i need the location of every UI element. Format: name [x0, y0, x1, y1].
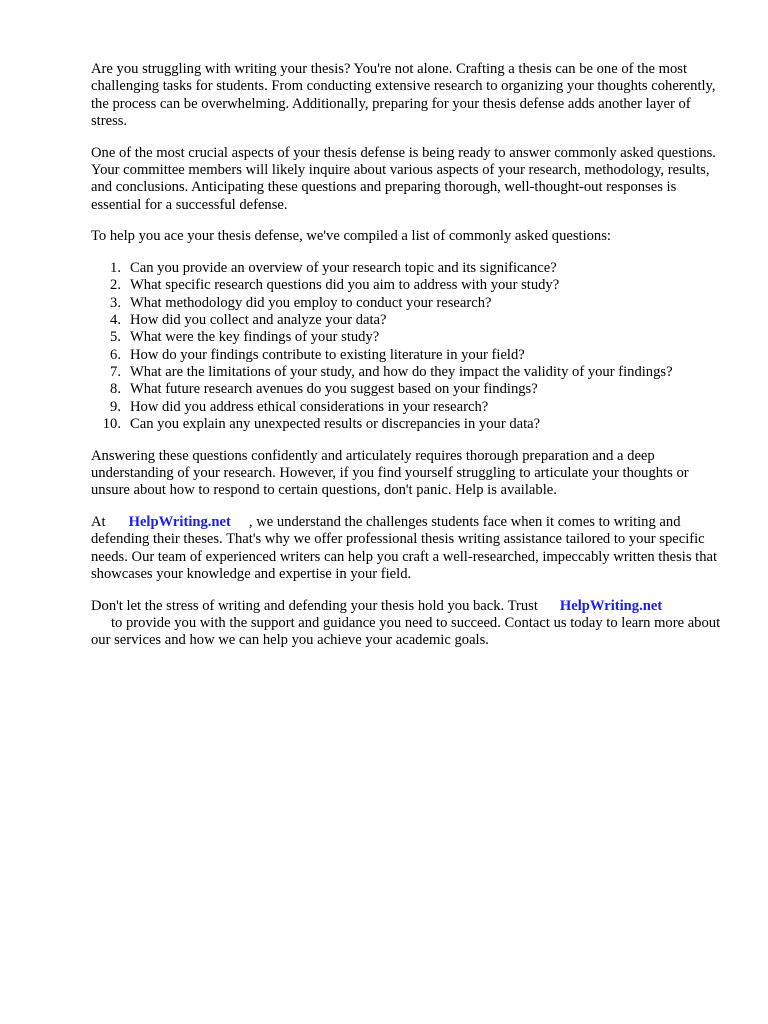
list-item-number: 2. [110, 277, 121, 294]
list-item-text: What methodology did you employ to conduct your research? [130, 294, 492, 311]
intro-paragraph: Are you struggling with writing your thesis? You're not alone. Crafting a thesis can be one of the most challenging tasks for students. From conducting extensive research to organizing your thoughts coherently, the process can be overwhelming. Additionally, preparing for your thesis defense adds another layer of stress. [91, 61, 716, 129]
list-item-text: What future research avenues do you suggest based on your findings? [130, 381, 538, 398]
list-item-number: 1. [110, 260, 121, 277]
list-item-number: 8. [110, 381, 121, 398]
list-item-text: What are the limitations of your study, and how do they impact the validity of your findings? [130, 363, 673, 380]
answering-paragraph: Answering these questions confidently and articulately requires thorough preparation and a deep understanding of your research. However, if you find yourself struggling to articulate your thoughts or unsure about how to respond to certain questions, don't panic. Help is available. [91, 447, 689, 499]
list-item [91, 260, 721, 277]
list-item [91, 416, 721, 433]
list-item-number: 7. [110, 363, 121, 380]
list-item-text: What were the key findings of your study? [130, 329, 380, 346]
helpwriting-link[interactable]: HelpWriting.net [128, 514, 231, 531]
list-item [91, 399, 721, 416]
list-item-text: How did you collect and analyze your data? [130, 312, 387, 329]
list-item-text: How do your findings contribute to existing literature in your field? [130, 346, 525, 363]
document-page [91, 61, 721, 664]
closing-body-text: to provide you with the support and guidance you need to succeed. Contact us today to learn more about our services and how we can help you achieve your academic goals. [91, 615, 721, 649]
list-item [91, 295, 721, 312]
list-intro-paragraph: To help you ace your thesis defense, we've compiled a list of commonly asked questions: [91, 228, 611, 245]
list-item [91, 329, 721, 346]
list-item-number: 4. [110, 312, 121, 329]
list-item-text: What specific research questions did you aim to address with your study? [130, 277, 560, 294]
service-lead-text: At [91, 514, 106, 531]
list-item-number: 9. [110, 398, 121, 415]
list-item-number: 3. [110, 294, 121, 311]
list-item-text: Can you provide an overview of your research topic and its significance? [130, 260, 557, 277]
crucial-aspects-paragraph: One of the most crucial aspects of your thesis defense is being ready to answer commonly asked questions. Your committee members will likely inquire about various aspects of your research, methodology, results, and conclusions. Anticipating these questions and preparing thorough, well-thought-out responses is essential for a successful defense. [91, 144, 716, 213]
list-item-text: Can you explain any unexpected results or discrepancies in your data? [130, 415, 541, 432]
list-item [91, 381, 721, 398]
list-item-text: How did you address ethical considerations in your research? [130, 398, 489, 415]
list-item-number: 5. [110, 329, 121, 346]
closing-paragraph [91, 598, 721, 650]
list-item [91, 364, 721, 381]
service-body-text: , we understand the challenges students face when it comes to writing and defending their theses. That's why we offer professional thesis writing assistance tailored to your specific needs. Our team of experienced writers can help you craft a well-researched, impeccably written thesis that showcases your knowledge and expertise in your field. [91, 514, 718, 582]
questions-list [91, 260, 721, 433]
list-item [91, 312, 721, 329]
list-item [91, 277, 721, 294]
closing-lead-text: Don't let the stress of writing and defending your thesis hold you back. Trust [91, 597, 538, 614]
helpwriting-link[interactable]: HelpWriting.net [559, 597, 663, 614]
service-paragraph [91, 514, 721, 583]
list-item-number: 10. [102, 415, 121, 432]
list-item-number: 6. [110, 346, 121, 363]
list-item [91, 347, 721, 364]
